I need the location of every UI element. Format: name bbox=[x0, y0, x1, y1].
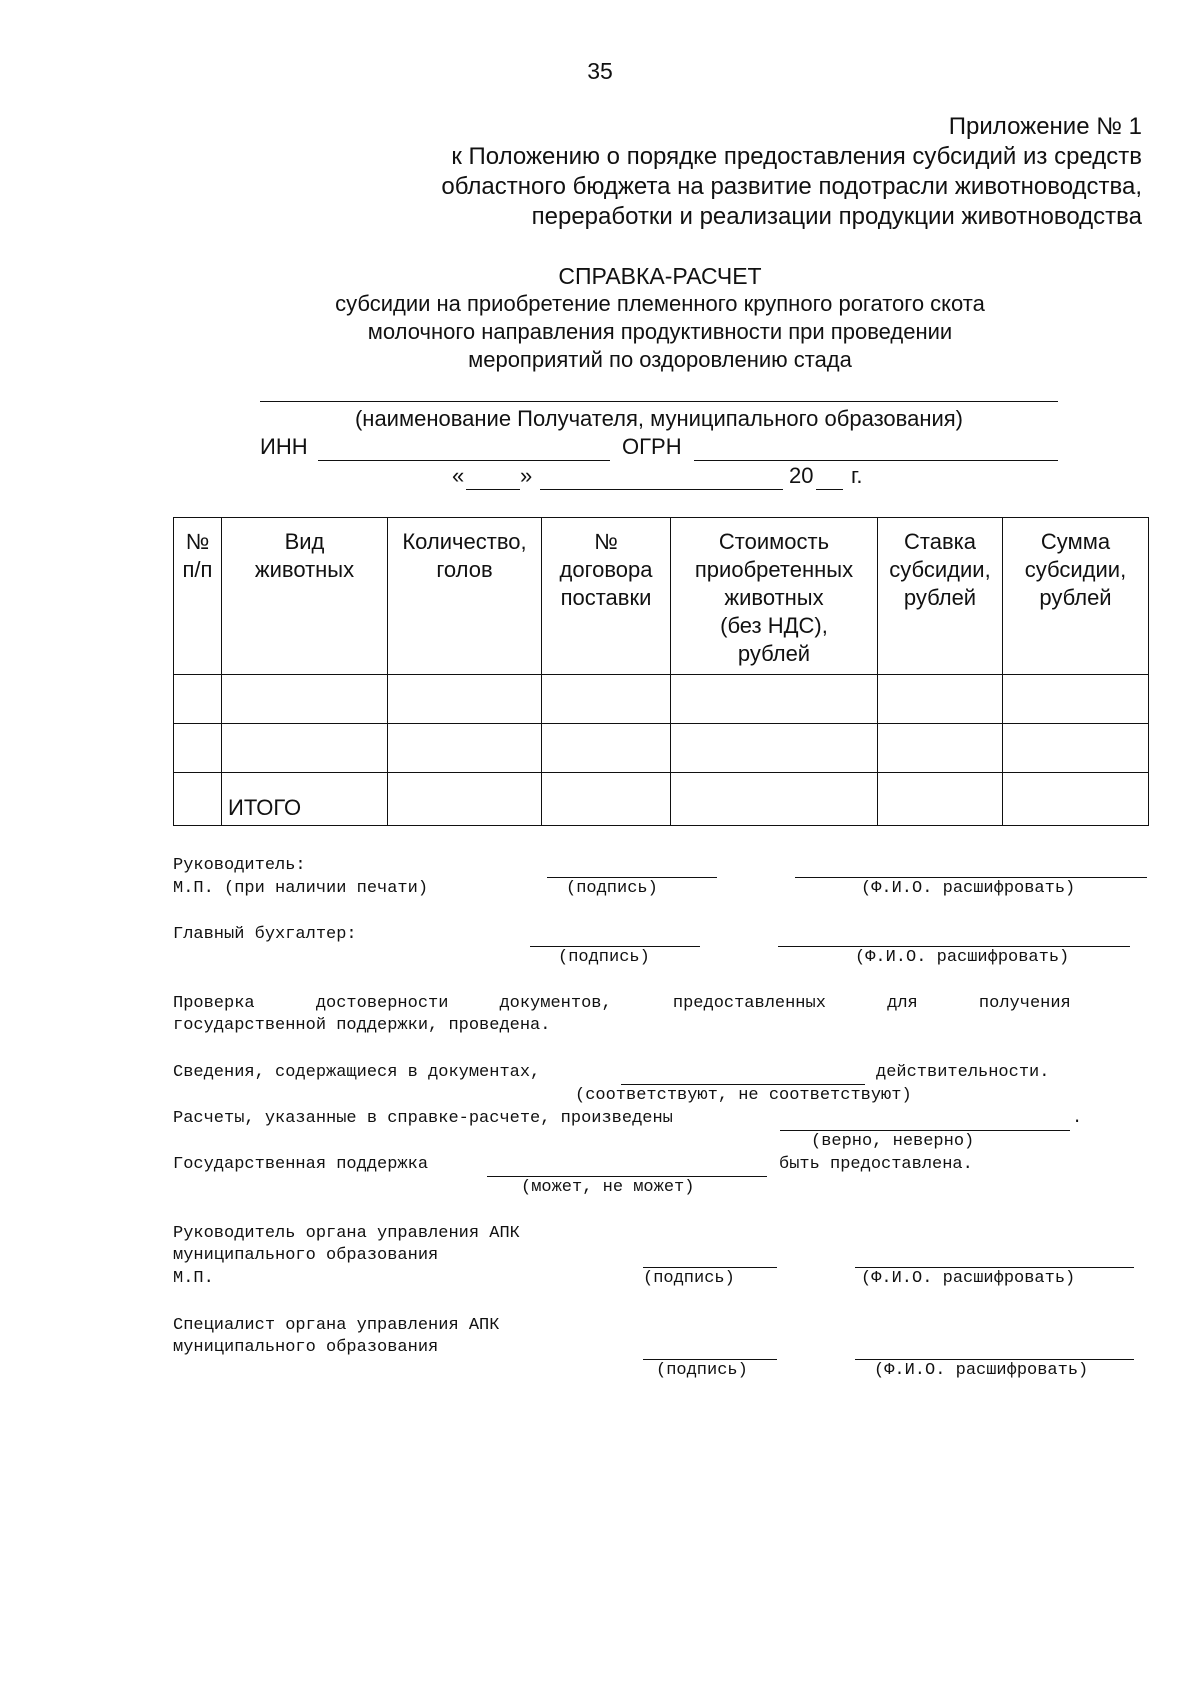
table-cell[interactable] bbox=[671, 773, 878, 826]
title-line: субсидии на приобретение племенного крупного рогатого скота bbox=[335, 291, 985, 316]
info-prefix: Сведения, содержащиеся в документах, bbox=[173, 1063, 541, 1082]
document-title-block bbox=[240, 262, 1080, 374]
support-field[interactable] bbox=[487, 1176, 767, 1177]
header-row-number: № п/п bbox=[174, 518, 222, 675]
header-subsidy-rate: Ставка субсидии, рублей bbox=[878, 518, 1003, 675]
accountant-fio-field[interactable] bbox=[778, 946, 1130, 947]
support-suffix: быть предоставлена. bbox=[779, 1155, 973, 1174]
signature-caption: (подпись) bbox=[566, 879, 658, 898]
apk-head-label: муниципального образования bbox=[173, 1246, 439, 1265]
inn-field[interactable] bbox=[318, 460, 610, 461]
head-fio-field[interactable] bbox=[795, 877, 1147, 878]
table-cell[interactable] bbox=[878, 773, 1003, 826]
accountant-label: Главный бухгалтер: bbox=[173, 925, 357, 944]
support-caption: (может, не может) bbox=[521, 1178, 695, 1197]
support-prefix: Государственная поддержка bbox=[173, 1155, 429, 1174]
year-suffix: г. bbox=[851, 463, 863, 488]
appendix-line: Приложение № 1 bbox=[948, 113, 1142, 140]
document-title: СПРАВКА-РАСЧЕТ bbox=[558, 263, 762, 289]
table-cell[interactable] bbox=[1003, 724, 1149, 773]
fio-caption: (Ф.И.О. расшифровать) bbox=[861, 879, 1076, 898]
table-cell[interactable] bbox=[1003, 773, 1149, 826]
fio-caption: (Ф.И.О. расшифровать) bbox=[855, 948, 1070, 967]
date-month-field[interactable] bbox=[540, 489, 783, 490]
info-field[interactable] bbox=[621, 1084, 865, 1085]
fio-caption: (Ф.И.О. расшифровать) bbox=[874, 1361, 1089, 1380]
apk-head-label: Руководитель органа управления АПК bbox=[173, 1224, 520, 1243]
fio-caption: (Ф.И.О. расшифровать) bbox=[861, 1269, 1076, 1288]
table-cell[interactable] bbox=[878, 675, 1003, 724]
total-label: ИТОГО bbox=[222, 773, 388, 826]
calc-prefix: Расчеты, указанные в справке-расчете, произведены bbox=[173, 1109, 673, 1128]
inn-label: ИНН bbox=[260, 434, 308, 459]
header-head-count: Количество, голов bbox=[388, 518, 542, 675]
apk-head-fio-field[interactable] bbox=[855, 1267, 1134, 1268]
title-line: молочного направления продуктивности при проведении bbox=[367, 319, 953, 344]
table-total-row bbox=[174, 773, 1149, 826]
table-cell[interactable] bbox=[671, 675, 878, 724]
signature-caption: (подпись) bbox=[558, 948, 650, 967]
date-year-field[interactable] bbox=[816, 489, 843, 490]
check-line: государственной поддержки, проведена. bbox=[173, 1016, 551, 1035]
apk-spec-signature-field[interactable] bbox=[643, 1359, 777, 1360]
accountant-signature-field[interactable] bbox=[530, 946, 700, 947]
table-cell[interactable] bbox=[174, 773, 222, 826]
date-day-field[interactable] bbox=[466, 489, 520, 490]
table-cell[interactable] bbox=[542, 675, 671, 724]
date-open-quote: « bbox=[452, 463, 465, 488]
appendix-line: к Положению о порядке предоставления субсидий из средств bbox=[451, 143, 1142, 170]
table-cell[interactable] bbox=[542, 773, 671, 826]
table-row bbox=[174, 724, 1149, 773]
appendix-line: областного бюджета на развитие подотрасли животноводства, bbox=[441, 173, 1142, 200]
header-animal-type: Вид животных bbox=[222, 518, 388, 675]
table-cell[interactable] bbox=[388, 773, 542, 826]
table-cell[interactable] bbox=[174, 724, 222, 773]
calculation-table bbox=[173, 517, 1149, 826]
year-prefix: 20 bbox=[789, 463, 814, 488]
calc-suffix: . bbox=[1072, 1109, 1083, 1128]
apk-head-signature-field[interactable] bbox=[643, 1267, 777, 1268]
calc-field[interactable] bbox=[780, 1130, 1070, 1131]
header-contract-number: № договора поставки bbox=[542, 518, 671, 675]
signature-caption: (подпись) bbox=[656, 1361, 748, 1380]
table-header-row bbox=[174, 518, 1149, 675]
appendix-header bbox=[441, 112, 1142, 232]
table-cell[interactable] bbox=[671, 724, 878, 773]
table-cell[interactable] bbox=[174, 675, 222, 724]
apk-head-stamp: М.П. bbox=[173, 1269, 214, 1288]
signature-caption: (подпись) bbox=[643, 1269, 735, 1288]
appendix-line: переработки и реализации продукции животноводства bbox=[531, 203, 1142, 230]
apk-spec-label: муниципального образования bbox=[173, 1338, 439, 1357]
table-cell[interactable] bbox=[388, 724, 542, 773]
check-line: Проверка достоверности документов, предоставленных для получения bbox=[173, 994, 1071, 1013]
table-cell[interactable] bbox=[388, 675, 542, 724]
ogrn-label: ОГРН bbox=[622, 434, 682, 459]
page-number: 35 bbox=[587, 58, 613, 84]
info-suffix: действительности. bbox=[876, 1063, 1050, 1082]
apk-spec-label: Специалист органа управления АПК bbox=[173, 1316, 500, 1335]
info-caption: (соответствуют, не соответствуют) bbox=[575, 1086, 912, 1105]
ogrn-field[interactable] bbox=[694, 460, 1058, 461]
apk-spec-fio-field[interactable] bbox=[855, 1359, 1134, 1360]
head-label: Руководитель: bbox=[173, 856, 306, 875]
table-cell[interactable] bbox=[222, 675, 388, 724]
head-signature-field[interactable] bbox=[547, 877, 717, 878]
table-cell[interactable] bbox=[222, 724, 388, 773]
calc-caption: (верно, неверно) bbox=[811, 1132, 975, 1151]
header-cost: Стоимость приобретенных животных (без НДС), рублей bbox=[671, 518, 878, 675]
recipient-caption: (наименование Получателя, муниципального образования) bbox=[354, 406, 964, 431]
table-cell[interactable] bbox=[878, 724, 1003, 773]
table-cell[interactable] bbox=[542, 724, 671, 773]
table-cell[interactable] bbox=[1003, 675, 1149, 724]
stamp-label: М.П. (при наличии печати) bbox=[173, 879, 429, 898]
table-row bbox=[174, 675, 1149, 724]
date-close-quote: » bbox=[520, 463, 533, 488]
recipient-name-line[interactable] bbox=[260, 401, 1058, 402]
title-line: мероприятий по оздоровлению стада bbox=[468, 347, 852, 372]
header-subsidy-sum: Сумма субсидии, рублей bbox=[1003, 518, 1149, 675]
